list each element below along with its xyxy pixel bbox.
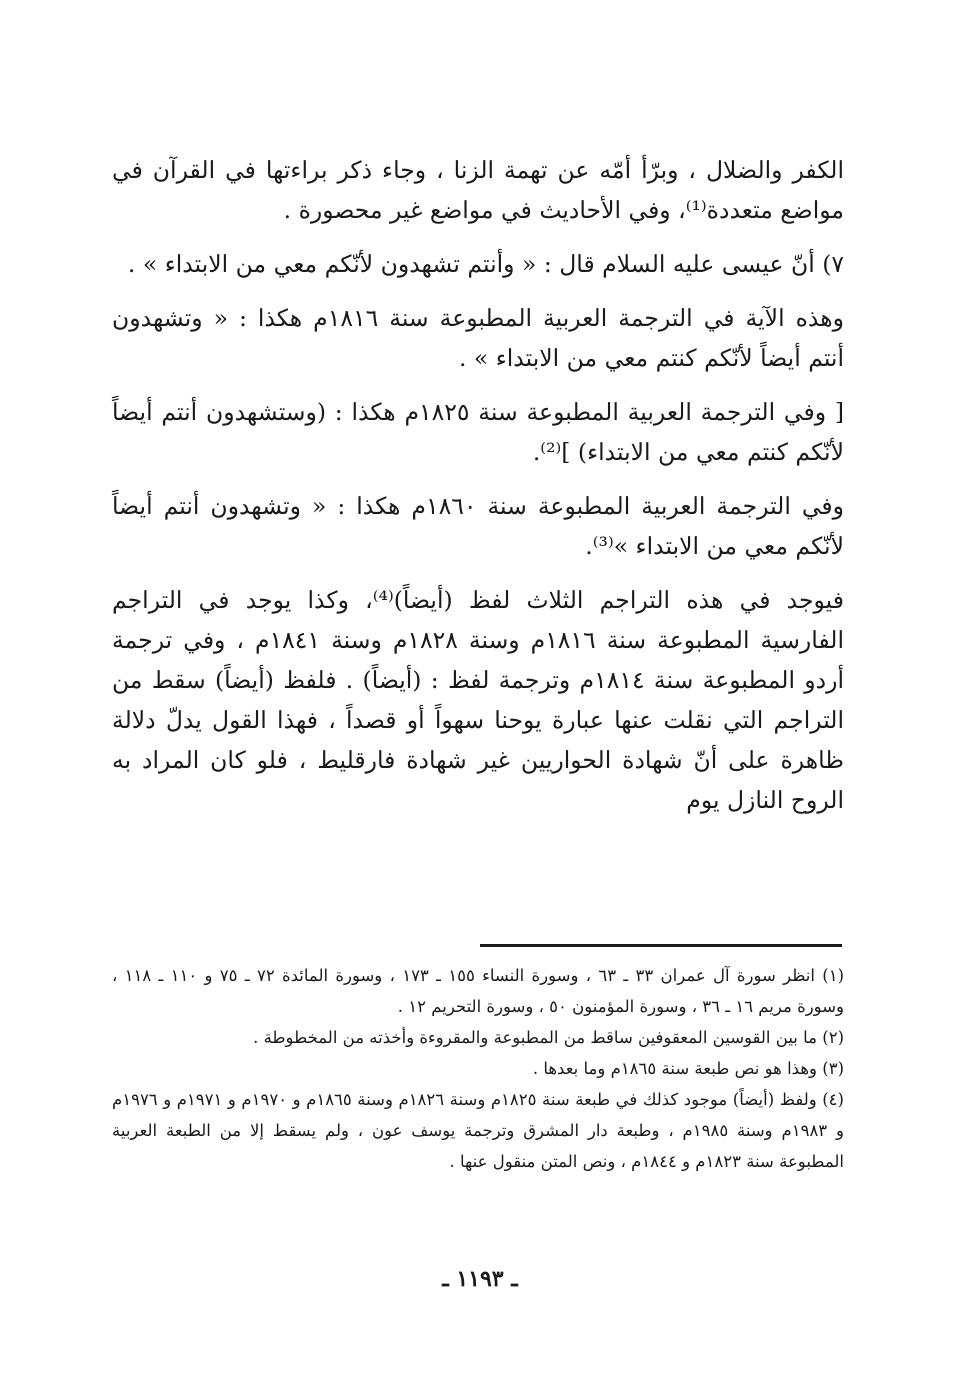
paragraph-6: فيوجد في هذه التراجم الثلاث لفظ (أيضاً)⁽⁴⁾، وكذا يوجد في التراجم الفارسية المطبوعة سنة ١٨١٦م وسنة ١٨٢٨م وسنة ١٨٤١م ، وفي ترجمة أردو المطبوعة سنة ١٨١٤م وترجمة لفظ : (أيضاً) . فلفظ (أيضاً) سقط من التراجم التي نقلت عنها عبارة يوحنا سهواً أو قصداً ، فهذا القول يدلّ دلالة ظاهرة على أنّ شهادة الحواريين غير شهادة فارقليط ، فلو كان المراد به الروح النازل يوم — [112, 586, 844, 814]
page-number: ـ ١١٩٣ ـ — [442, 1266, 518, 1292]
paragraph-1: الكفر والضلال ، وبرّأ أمّه عن تهمة الزنا ، وجاء ذكر براءتها في القرآن في مواضع متعددة⁽¹⁾، وفي الأحاديث في مواضع غير محصورة . — [112, 156, 844, 224]
footnote-1: (١) انظر سورة آل عمران ٣٣ ـ ٦٣ ، وسورة النساء ١٥٥ ـ ١٧٣ ، وسورة المائدة ٧٢ ـ ٧٥ و ١١٠ ـ ١١٨ ، وسورة مريم ١٦ ـ ٣٦ ، وسورة المؤمنون ٥٠ ، وسورة التحريم ١٢ . — [112, 966, 844, 1016]
footnote-3: (٣) وهذا هو نص طبعة سنة ١٨٦٥م وما بعدها . — [532, 1059, 844, 1078]
footnote-4: (٤) ولفظ (أيضاً) موجود كذلك في طبعة سنة ١٨٢٥م وسنة ١٨٢٦م وسنة ١٨٦٥م و ١٩٧٠م و ١٩٧١م و ١٩٧٦م و ١٩٨٣م وسنة ١٩٨٥م ، وطبعة دار المشرق وترجمة يوسف عون ، ولم يسقط إلا من الطبعة العربية المطبوعة سنة ١٨٢٣م و ١٨٤٤م ، ونص المتن منقول عنها . — [112, 1090, 844, 1171]
paragraph-3: وهذه الآية في الترجمة العربية المطبوعة سنة ١٨١٦م هكذا : « وتشهدون أنتم أيضاً لأنّكم كنتم معي من الابتداء » . — [112, 304, 844, 372]
main-text — [112, 150, 844, 834]
paragraph-4: [ وفي الترجمة العربية المطبوعة سنة ١٨٢٥م هكذا : (وستشهدون أنتم أيضاً لأنّكم كنتم معي من الابتداء) ]⁽²⁾. — [112, 398, 844, 466]
paragraph-2: ٧) أنّ عيسى عليه السلام قال : « وأنتم تشهدون لأنّكم معي من الابتداء » . — [127, 250, 844, 278]
footnotes — [112, 960, 844, 1177]
footnote-2: (٢) ما بين القوسين المعقوفين ساقط من المطبوعة والمقروءة وأخذته من المخطوطة . — [253, 1028, 844, 1047]
paragraph-5: وفي الترجمة العربية المطبوعة سنة ١٨٦٠م هكذا : « وتشهدون أنتم أيضاً لأنّكم معي من الابتداء »⁽³⁾. — [112, 492, 844, 560]
footnote-divider — [480, 944, 842, 947]
